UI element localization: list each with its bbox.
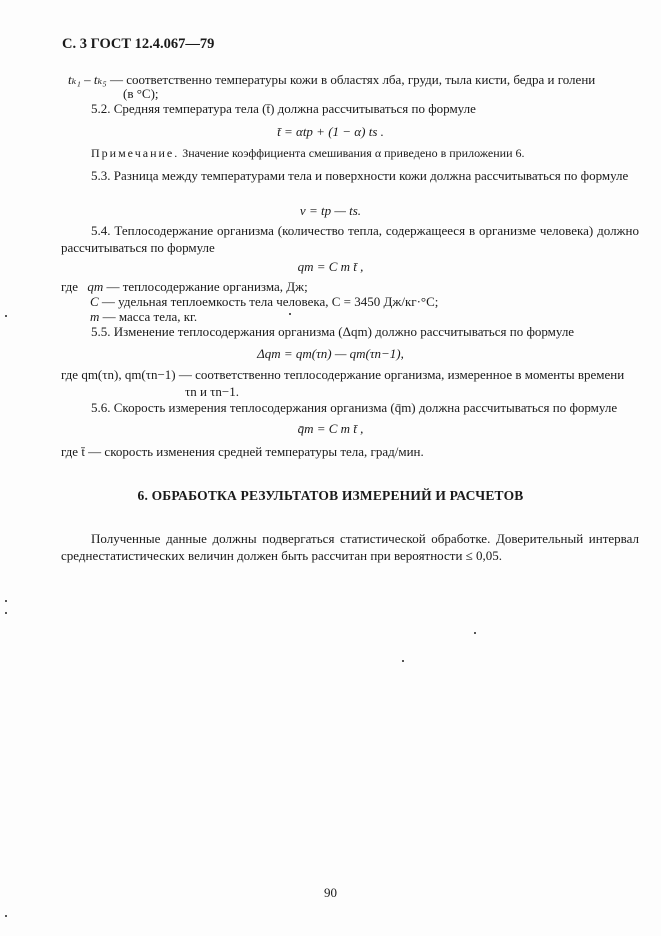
formula-mean-temp: t̄ = αtр + (1 − α) ts .	[277, 124, 384, 139]
note-label: Примечание.	[91, 146, 180, 160]
scan-speck	[5, 315, 7, 317]
where-m	[90, 309, 197, 324]
where-qm-text: — теплосодержание организма, Дж;	[106, 279, 308, 294]
definition-tk	[68, 72, 595, 87]
where-word: где	[61, 279, 79, 294]
where-m-text: — масса тела, кг.	[102, 309, 198, 324]
clause-5-3: 5.3. Разница между температурами тела и поверхности кожи должна рассчитываться по формуле	[91, 168, 629, 183]
where-c	[90, 294, 438, 309]
clause-5-2: 5.2. Средняя температура тела (t̄) должна рассчитываться по формуле	[91, 101, 476, 116]
note	[91, 146, 525, 161]
clause-5-4: 5.4. Теплосодержание организма (количество тепла, содержащееся в организме человека) должно рассчитываться по формуле	[61, 223, 639, 255]
section-6-title: 6. ОБРАБОТКА РЕЗУЛЬТАТОВ ИЗМЕРЕНИЙ И РАСЧЕТОВ	[137, 488, 524, 503]
section-6-text: Полученные данные должны подвергаться статистической обработке. Доверительный интервал среднестатистических величин должен быть рассчитан при вероятности ≤ 0,05.	[61, 531, 639, 563]
note-text: Значение коэффициента смешивания α приведено в приложении 6.	[182, 146, 525, 160]
scan-speck	[289, 313, 291, 315]
where-c-text: — удельная теплоемкость тела человека, C = 3450 Дж/кг·°С;	[101, 294, 439, 309]
scan-speck	[402, 660, 404, 662]
definition-tk-text: — соответственно температуры кожи в областях лба, груди, тыла кисти, бедра и голени	[110, 72, 596, 87]
symbol-c: C	[90, 294, 99, 309]
symbol-qm: qm	[87, 279, 104, 294]
symbol-m: m	[90, 309, 100, 324]
formula-heat-content: qm = C m t̄ ,	[297, 259, 364, 274]
scan-speck	[5, 915, 7, 917]
formula-heat-change: Δqm = qm(τn) — qm(τn−1),	[257, 346, 404, 361]
scan-speck	[474, 632, 476, 634]
scan-speck	[5, 600, 7, 602]
page-number: 90	[324, 885, 337, 900]
scan-speck	[5, 612, 7, 614]
where-qm	[61, 279, 308, 294]
definition-tk-unit: (в °С);	[123, 86, 159, 101]
where-heat-change: где qm(τn), qm(τn−1) — соответственно теплосодержание организма, измеренное в моменты времени	[61, 367, 625, 382]
clause-5-5: 5.5. Изменение теплосодержания организма (Δqm) должно рассчитываться по формуле	[91, 324, 575, 339]
page-header: С. 3 ГОСТ 12.4.067—79	[62, 36, 215, 52]
symbol-tk: tₖ₁ – tₖ₅	[68, 72, 107, 87]
formula-rate: q̄m = C m t̄ ,	[297, 421, 364, 436]
clause-5-6: 5.6. Скорость измерения теплосодержания организма (q̄m) должна рассчитываться по формуле	[91, 400, 618, 415]
where-rate: где t̄ — скорость изменения средней температуры тела, град/мин.	[61, 444, 424, 459]
formula-temp-diff: ν = tр — ts.	[299, 203, 362, 218]
where-tau: τn и τn−1.	[185, 384, 239, 399]
